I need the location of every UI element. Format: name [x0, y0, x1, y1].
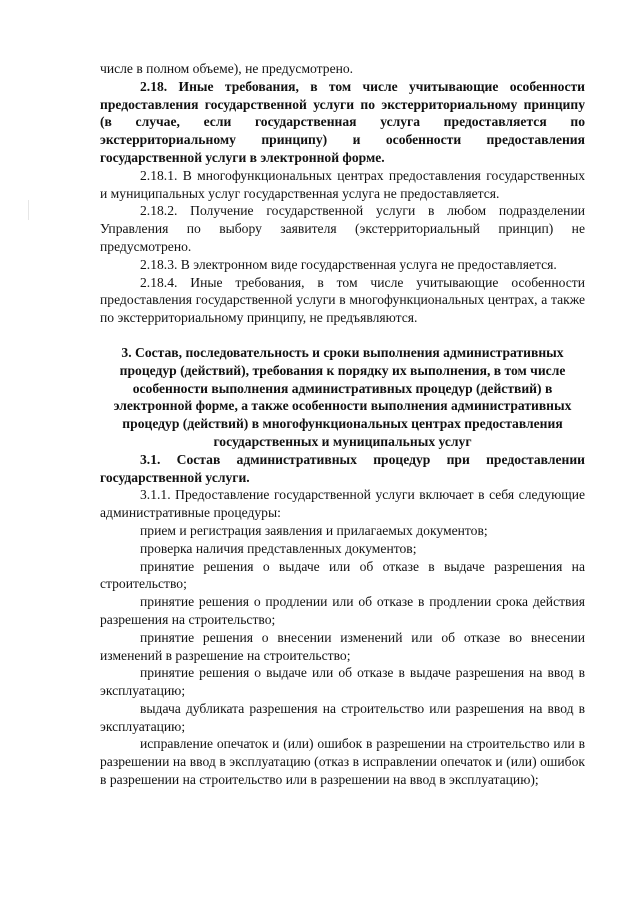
section-heading-3-1: 3.1. Состав административных процедур при предоставлении государственной услуги. — [100, 451, 585, 485]
list-item: принятие решения о внесении изменений или об отказе во внесении изменений в разрешение на строительство; — [100, 629, 585, 663]
list-item: прием и регистрация заявления и прилагаемых документов; — [140, 522, 488, 538]
list-item: принятие решения о выдаче или об отказе в выдаче разрешения на ввод в эксплуатацию; — [100, 665, 585, 699]
list-item: принятие решения о продлении или об отказе в продлении срока действия разрешения на строительство; — [100, 594, 585, 627]
list-item: проверка наличия представленных документов; — [140, 540, 417, 556]
paragraph-2-18-1: 2.18.1. В многофункциональных центрах предоставления государственных и муниципальных услуг государственная услуга не предоставляется. — [100, 167, 585, 201]
chapter-3-title: 3. Состав, последовательность и сроки выполнения административных процедур (действий), требования к порядку их выполнения, в том числе особенности выполнения административных процедур (действий) в электронной форме, а также особенности выполнения административных процедур (действий) в многофункциональных центрах предоставления государственных и муниципальных услуг — [113, 344, 572, 449]
scan-artifact — [28, 200, 29, 220]
paragraph-2-18-2: 2.18.2. Получение государственной услуги в любом подразделении Управления по выбору заявителя (экстерриториальный принцип) не предусмотрено. — [100, 203, 585, 254]
paragraph-2-18-4: 2.18.4. Иные требования, в том числе учитывающие особенности предоставления государственной услуги в многофункциональных центрах, а также по экстерриториальному принципу, не предъявляются. — [100, 274, 585, 326]
paragraph-2-18-3: 2.18.3. В электронном виде государственная услуга не предоставляется. — [140, 256, 557, 272]
document-body — [100, 60, 585, 789]
paragraph-continuation: числе в полном объеме), не предусмотрено. — [100, 61, 354, 76]
list-item: выдача дубликата разрешения на строительство или разрешения на ввод в эксплуатацию; — [100, 700, 585, 734]
section-heading-2-18: 2.18. Иные требования, в том числе учитывающие особенности предоставления государственной услуги по экстерриториальному принципу (в случае, если государственная услуга предоставляется по экстерриториальному принципу) и особенности предоставления государственной услуги в электронной форме. — [100, 78, 585, 165]
list-item: принятие решения о выдаче или об отказе в выдаче разрешения на строительство; — [100, 558, 585, 592]
paragraph-3-1-1: 3.1.1. Предоставление государственной услуги включает в себя следующие административные процедуры: — [100, 487, 585, 521]
list-item: исправление опечаток и (или) ошибок в разрешении на строительство или в разрешении на ввод в эксплуатацию (отказ в исправлении опечаток и (или) ошибок в разрешении на строительство или в разрешении на ввод в эксплуатацию); — [100, 736, 585, 788]
spacer — [100, 327, 585, 344]
